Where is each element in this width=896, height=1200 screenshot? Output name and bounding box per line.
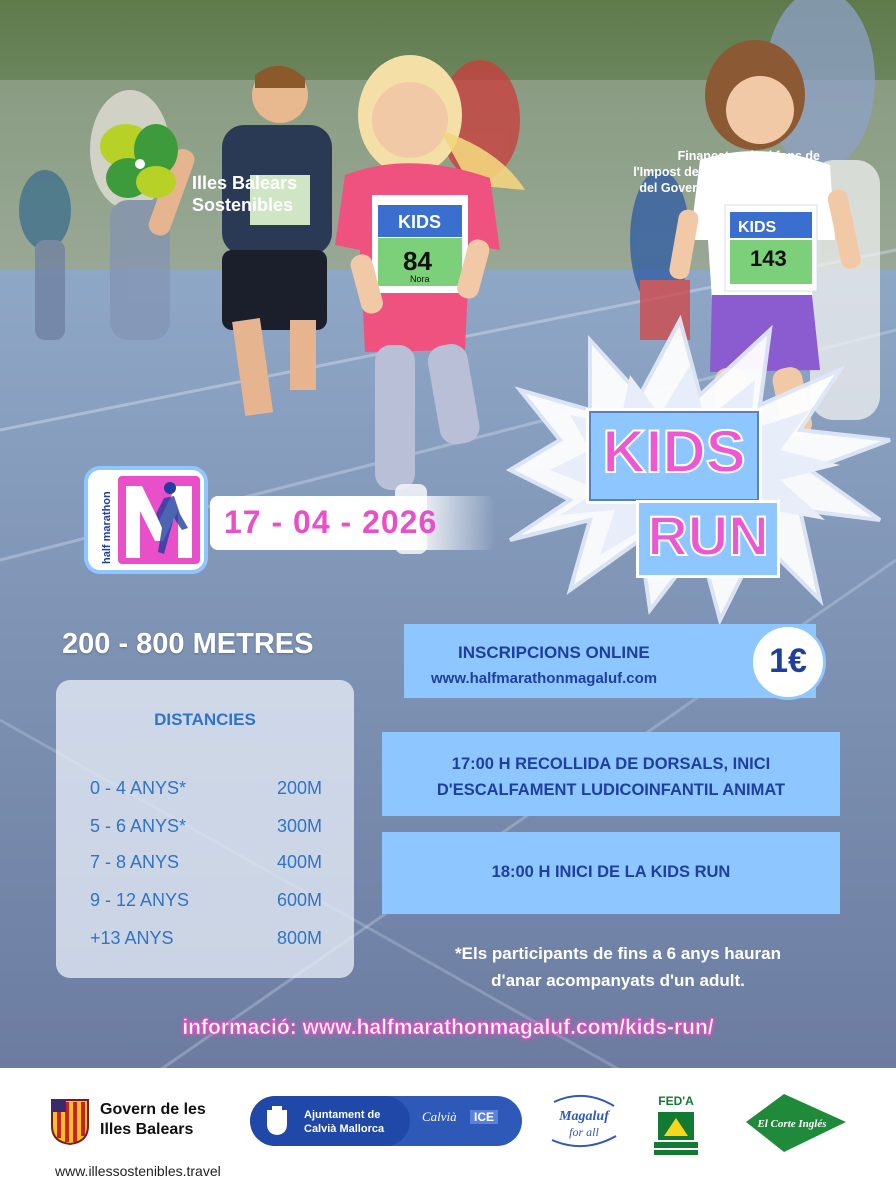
- distance-meters: 200M: [276, 778, 322, 798]
- svg-text:half marathon: half marathon: [101, 491, 113, 564]
- website-link[interactable]: www.illessostenibles.travel: [55, 1163, 221, 1179]
- schedule-item-1700: [382, 732, 840, 816]
- govern-line2: Illes Balears: [100, 1121, 194, 1138]
- magaluf-for-all-logo: [546, 1092, 622, 1152]
- distance-age: 0 - 4 ANYS*: [90, 778, 187, 798]
- calvia-fundacio: Calvià: [422, 1109, 457, 1124]
- registration-url[interactable]: www.halfmarathonmagaluf.com: [431, 670, 658, 687]
- funding-line-1: Finançat amb el fons de: [677, 149, 820, 163]
- run-title-box: [636, 500, 780, 578]
- schedule-1700-line1: 17:00 H RECOLLIDA DE DORSALS, INICI: [451, 755, 771, 773]
- run-title: RUN: [647, 504, 769, 567]
- fedpa-logo: [644, 1092, 708, 1158]
- ibs-line2: Sostenibles: [192, 195, 294, 215]
- distances-panel: [56, 680, 354, 978]
- svg-text:84: 84: [403, 246, 432, 276]
- govern-logo-text: [100, 1100, 206, 1140]
- distance-row: [90, 816, 322, 840]
- distance-row: [90, 928, 322, 952]
- ibs-line1: Illes Balears: [192, 173, 298, 193]
- svg-text:Nora: Nora: [410, 274, 430, 284]
- svg-text:KIDS: KIDS: [738, 219, 777, 236]
- svg-text:El Corte Inglés: El Corte Inglés: [757, 1118, 827, 1130]
- fedpa-emblem-icon: [644, 1108, 708, 1158]
- svg-text:143: 143: [750, 246, 787, 271]
- calvia-line1: Ajuntament de: [304, 1109, 381, 1121]
- distance-row: [90, 852, 322, 876]
- calvia-ice: ICE: [470, 1110, 498, 1124]
- distance-meters: 800M: [276, 928, 322, 948]
- schedule-1700-line2: D'ESCALFAMENT LUDICOINFANTIL ANIMAT: [436, 781, 786, 799]
- price-value: 1€: [769, 642, 807, 680]
- distance-meters: 300M: [276, 816, 322, 836]
- distances-title: DISTANCIES: [154, 710, 256, 729]
- schedule-1800-line1: 18:00 H INICI DE LA KIDS RUN: [491, 863, 731, 881]
- price-badge: [750, 624, 826, 700]
- calvia-line2: Calvià Mallorca: [304, 1123, 385, 1135]
- distance-row: [90, 778, 322, 802]
- svg-text:Magaluf: Magaluf: [559, 1109, 609, 1124]
- participants-note: [396, 940, 840, 994]
- illes-balears-sostenibles-logo: [96, 120, 336, 230]
- note-line1: *Els participants de fins a 6 anys hauran: [455, 944, 781, 963]
- distance-meters: 600M: [276, 890, 322, 910]
- distance-age: +13 ANYS: [90, 928, 174, 948]
- funding-line-3: del Govern de les Illes Balears: [639, 181, 820, 195]
- govern-shield-icon: [50, 1098, 90, 1146]
- distance-age: 9 - 12 ANYS: [90, 890, 190, 910]
- funding-note: [600, 148, 820, 196]
- event-date-pill: [210, 496, 495, 550]
- calvia-logo: [250, 1096, 522, 1146]
- half-marathon-magaluf-logo: [84, 466, 208, 574]
- schedule-item-1800: [382, 832, 840, 914]
- svg-text:for all: for all: [569, 1125, 599, 1139]
- event-date: 17 - 04 - 2026: [224, 504, 438, 540]
- distance-meters: 400M: [276, 852, 322, 872]
- distance-age: 7 - 8 ANYS: [90, 852, 180, 872]
- govern-line1: Govern de les: [100, 1101, 206, 1118]
- funding-line-2: l'Impost del Turisme Sostenible: [633, 165, 820, 179]
- registration-title: INSCRIPCIONS ONLINE: [458, 643, 650, 662]
- note-line2: d'anar acompanyats d'un adult.: [491, 971, 745, 990]
- distance-row: [90, 890, 322, 914]
- el-corte-ingles-logo: [744, 1092, 848, 1154]
- flower-icon: [96, 120, 186, 200]
- fedpa-text: FED'A: [658, 1094, 694, 1108]
- kids-title-box: [586, 408, 762, 504]
- sponsor-footer: [0, 1068, 896, 1200]
- svg-text:KIDS: KIDS: [398, 212, 442, 232]
- kids-title: KIDS: [602, 418, 746, 485]
- calvia-crest-icon: [266, 1106, 288, 1136]
- info-link[interactable]: informació: www.halfmarathonmagaluf.com/kids-run/: [182, 1016, 714, 1039]
- distance-headline: 200 - 800 METRES: [62, 628, 314, 660]
- distance-age: 5 - 6 ANYS*: [90, 816, 187, 836]
